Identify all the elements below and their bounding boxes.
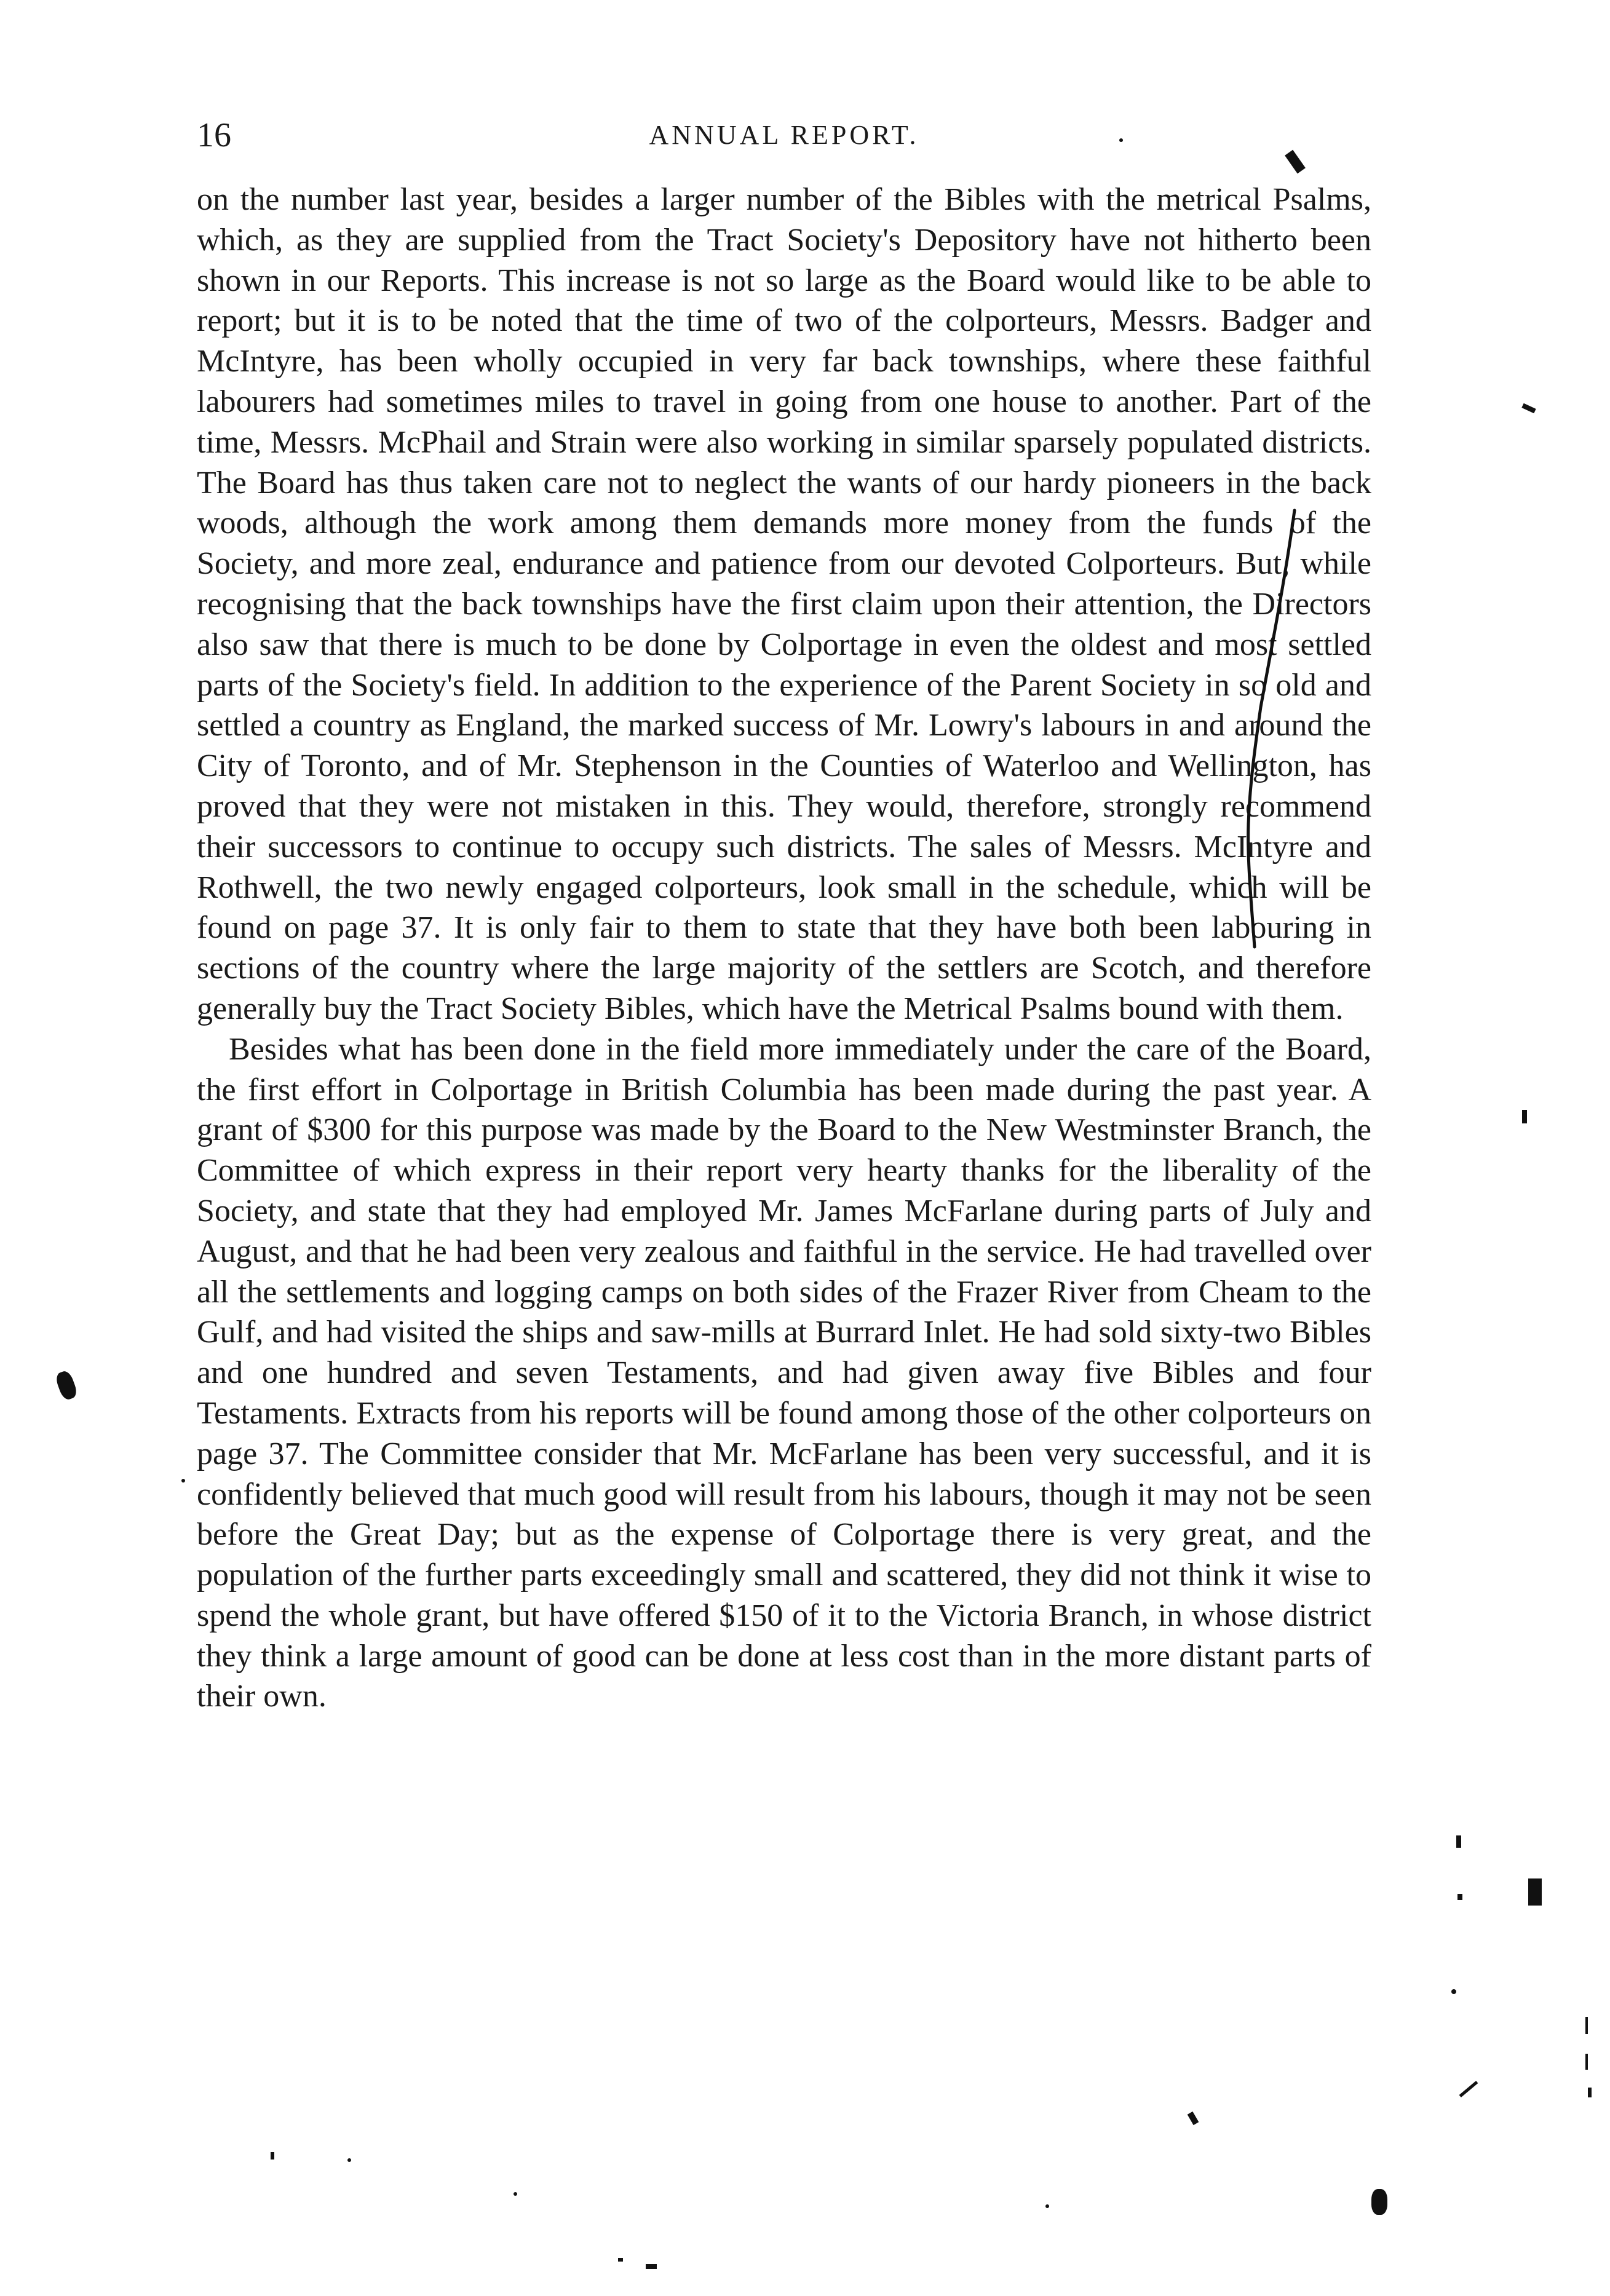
scan-speck <box>1119 138 1123 142</box>
scan-speck <box>1522 1110 1527 1123</box>
scan-speck <box>1528 1878 1542 1906</box>
pen-stroke-mark <box>1236 504 1304 996</box>
scan-speck <box>347 2158 351 2162</box>
scan-speck <box>1521 403 1536 414</box>
running-head <box>197 111 1371 160</box>
scan-speck <box>1451 1989 1456 1994</box>
paragraph: Besides what has been done in the field more immediately under the care of the Board, the first effort in Colportage in British Columbia has been made during the past year. A grant of $300 for this purpose was made by the Board to the New Westminster Branch, the Committee of which express in their report very hearty thanks for the liberality of the Society, and state that they had employed Mr. James McFarlane during parts of July and August, and that he had been very zealous and faithful in the service. He had travelled over all the settlements and logging camps on both sides of the Frazer River from Cheam to the Gulf, and had visited the ships and saw-mills at Burrard Inlet. He had sold sixty-two Bibles and one hundred and seven Testaments, and had given away five Bibles and four Testaments. Extracts from his reports will be found among those of the other colporteurs on page 37. The Committee consider that Mr. McFarlane has been very successful, and it is confidently believed that much good will result from his labours, though it may not be seen before the Great Day; but as the expense of Colportage there is very great, and the population of the further parts exceedingly small and scattered, they did not think it wise to spend the whole grant, but have offered $150 of it to the Victoria Branch, in whose district they think a large amount of good can be done at less cost than in the more distant parts of their own. <box>197 1031 1371 1714</box>
paragraph: on the number last year, besides a larger number of the Bibles with the metrical Psalms, which, as they are supplied from the Tract Society's Depository have not hitherto been shown in our Reports. This increase is not so large as the Board would like to be able to report; but it is to be noted that the time of two of the colporteurs, Messrs. Badger and McIntyre, has been wholly occupied in very far back townships, where these faithful labourers had sometimes miles to travel in going from one house to another. Part of the time, Messrs. McPhail and Strain were also working in similar sparsely populated districts. The Board has thus taken care not to neglect the wants of our hardy pioneers in the back woods, although the work among them demands more money from the funds of the Society, and more zeal, endurance and patience from our devoted Colporteurs. But, while recognising that the back townships have the first claim upon their attention, the Directors also saw that there is much to be done by Colportage in even the oldest and most settled parts of the Society's field. In addition to the experience of the Parent Society in so old and settled a country as England, the marked success of Mr. Lowry's labours in and around the City of Toronto, and of Mr. Stephenson in the Counties of Waterloo and Wellington, has proved that they were not mistaken in this. They would, therefore, strongly recommend their successors to continue to occupy such districts. The sales of Messrs. McIntyre and Rothwell, the two newly engaged colporteurs, look small in the schedule, which will be found on page 37. It is only fair to them to state that they have both been labouring in sections of the country where the large majority of the settlers are Scotch, and therefore generally buy the Tract Society Bibles, which have the Metrical Psalms bound with them. <box>197 182 1371 1026</box>
scan-speck <box>1459 2081 1478 2097</box>
body-text <box>197 180 1371 1717</box>
scan-speck <box>1188 2112 1199 2125</box>
scan-speck <box>271 2152 274 2159</box>
scan-speck <box>514 2192 517 2196</box>
scan-speck <box>1585 2054 1588 2070</box>
scan-speck <box>618 2258 623 2262</box>
scan-speck <box>1588 2088 1592 2097</box>
page-number: 16 <box>197 116 231 154</box>
scan-speck <box>181 1479 185 1483</box>
scan-speck <box>1585 2017 1588 2034</box>
scan-speck <box>54 1369 79 1401</box>
scan-speck <box>1456 1835 1461 1848</box>
running-title: ANNUAL REPORT. <box>649 120 919 150</box>
scan-speck <box>1045 2204 1049 2208</box>
scan-speck <box>1371 2189 1387 2215</box>
scan-speck <box>1457 1894 1462 1900</box>
scan-speck <box>646 2264 657 2269</box>
